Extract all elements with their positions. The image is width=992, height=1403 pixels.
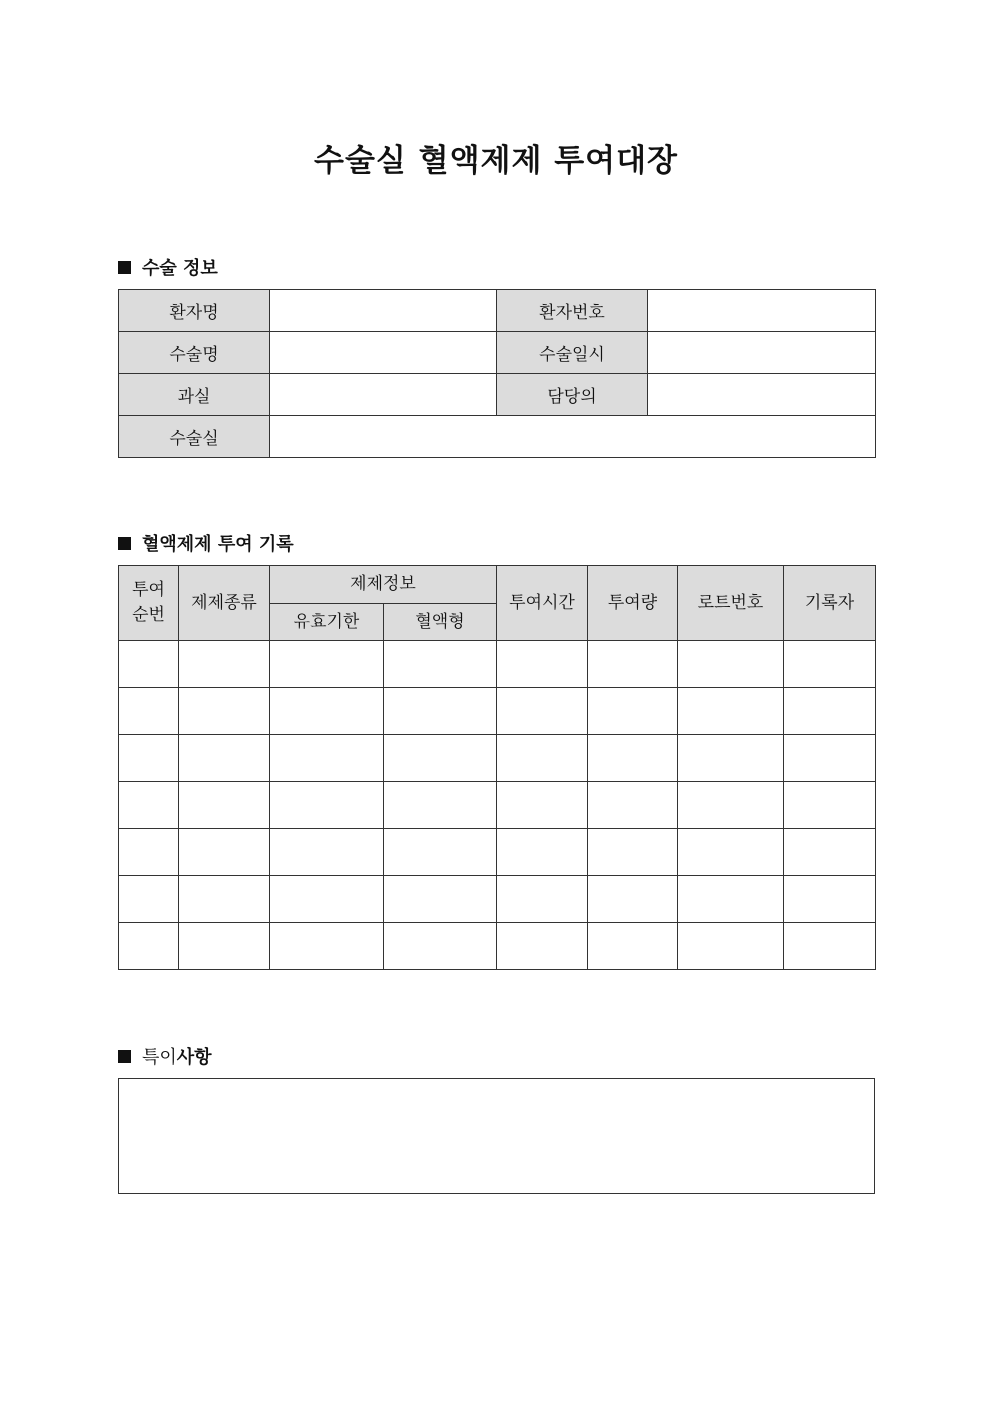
record-cell-lot-number[interactable] <box>678 782 784 829</box>
record-cell-lot-number[interactable] <box>678 923 784 970</box>
square-bullet-icon <box>118 261 131 274</box>
record-cell-recorder[interactable] <box>784 876 876 923</box>
expiry-header: 유효기한 <box>270 604 384 641</box>
notes-field[interactable] <box>118 1078 875 1194</box>
department-field[interactable] <box>270 374 497 416</box>
table-row <box>119 923 876 970</box>
table-row <box>119 782 876 829</box>
record-cell-lot-number[interactable] <box>678 735 784 782</box>
record-cell-expiry[interactable] <box>270 641 384 688</box>
record-cell-time[interactable] <box>497 829 588 876</box>
table-row <box>119 876 876 923</box>
record-cell-product-type[interactable] <box>179 688 270 735</box>
department-label: 과실 <box>119 374 270 416</box>
record-cell-recorder[interactable] <box>784 641 876 688</box>
record-cell-expiry[interactable] <box>270 735 384 782</box>
surgery-datetime-field[interactable] <box>648 332 876 374</box>
surgery-datetime-label: 수술일시 <box>497 332 648 374</box>
record-cell-amount[interactable] <box>588 735 678 782</box>
surgery-name-field[interactable] <box>270 332 497 374</box>
record-cell-order[interactable] <box>119 923 179 970</box>
record-cell-blood-type[interactable] <box>384 782 497 829</box>
record-cell-lot-number[interactable] <box>678 876 784 923</box>
record-cell-amount[interactable] <box>588 923 678 970</box>
lot-number-header: 로트번호 <box>678 566 784 641</box>
notes-heading-part2: 사항 <box>176 1047 212 1068</box>
record-cell-lot-number[interactable] <box>678 829 784 876</box>
record-cell-product-type[interactable] <box>179 923 270 970</box>
record-cell-product-type[interactable] <box>179 641 270 688</box>
patient-name-field[interactable] <box>270 290 497 332</box>
square-bullet-icon <box>118 1050 131 1063</box>
record-cell-expiry[interactable] <box>270 876 384 923</box>
record-cell-expiry[interactable] <box>270 688 384 735</box>
record-cell-amount[interactable] <box>588 641 678 688</box>
notes-heading-part1: 특이 <box>142 1047 177 1068</box>
record-header-row <box>119 566 876 604</box>
administration-record-heading-text: 혈액제제 투여 기록 <box>142 534 294 555</box>
record-cell-recorder[interactable] <box>784 735 876 782</box>
record-cell-product-type[interactable] <box>179 876 270 923</box>
table-row <box>119 829 876 876</box>
record-cell-amount[interactable] <box>588 876 678 923</box>
operating-room-label: 수술실 <box>119 416 270 458</box>
recorder-header: 기록자 <box>784 566 876 641</box>
blood-type-header: 혈액형 <box>384 604 497 641</box>
surgery-info-heading <box>118 254 218 280</box>
record-cell-blood-type[interactable] <box>384 829 497 876</box>
record-cell-order[interactable] <box>119 782 179 829</box>
info-row-patient <box>119 290 876 332</box>
time-header: 투여시간 <box>497 566 588 641</box>
order-header-line1: 투여 <box>132 580 165 601</box>
table-row <box>119 735 876 782</box>
patient-number-label: 환자번호 <box>497 290 648 332</box>
record-cell-recorder[interactable] <box>784 688 876 735</box>
record-cell-blood-type[interactable] <box>384 923 497 970</box>
surgery-name-label: 수술명 <box>119 332 270 374</box>
surgery-info-table <box>118 289 876 458</box>
record-cell-blood-type[interactable] <box>384 641 497 688</box>
attending-label: 담당의 <box>497 374 648 416</box>
record-cell-amount[interactable] <box>588 782 678 829</box>
notes-heading <box>118 1043 212 1069</box>
record-cell-order[interactable] <box>119 688 179 735</box>
product-type-header: 제제종류 <box>179 566 270 641</box>
record-cell-time[interactable] <box>497 876 588 923</box>
record-cell-time[interactable] <box>497 735 588 782</box>
record-cell-recorder[interactable] <box>784 829 876 876</box>
record-cell-time[interactable] <box>497 782 588 829</box>
amount-header: 투여량 <box>588 566 678 641</box>
record-cell-amount[interactable] <box>588 829 678 876</box>
square-bullet-icon <box>118 537 131 550</box>
attending-field[interactable] <box>648 374 876 416</box>
record-cell-order[interactable] <box>119 829 179 876</box>
record-cell-product-type[interactable] <box>179 735 270 782</box>
info-row-surgery <box>119 332 876 374</box>
record-cell-expiry[interactable] <box>270 782 384 829</box>
record-cell-blood-type[interactable] <box>384 876 497 923</box>
product-info-header: 제제정보 <box>270 566 497 604</box>
record-cell-blood-type[interactable] <box>384 688 497 735</box>
administration-record-heading <box>118 530 294 556</box>
table-row <box>119 641 876 688</box>
record-cell-recorder[interactable] <box>784 782 876 829</box>
record-cell-lot-number[interactable] <box>678 641 784 688</box>
record-cell-product-type[interactable] <box>179 829 270 876</box>
record-cell-order[interactable] <box>119 876 179 923</box>
surgery-info-heading-text: 수술 정보 <box>142 258 218 279</box>
record-cell-expiry[interactable] <box>270 923 384 970</box>
patient-name-label: 환자명 <box>119 290 270 332</box>
patient-number-field[interactable] <box>648 290 876 332</box>
page-title: 수술실 혈액제제 투여대장 <box>314 143 678 179</box>
record-cell-blood-type[interactable] <box>384 735 497 782</box>
record-cell-lot-number[interactable] <box>678 688 784 735</box>
order-header <box>119 566 179 641</box>
record-cell-order[interactable] <box>119 735 179 782</box>
info-row-room <box>119 416 876 458</box>
record-cell-order[interactable] <box>119 641 179 688</box>
record-cell-expiry[interactable] <box>270 829 384 876</box>
record-cell-time[interactable] <box>497 923 588 970</box>
administration-record-table <box>118 565 876 970</box>
operating-room-field[interactable] <box>270 416 876 458</box>
record-cell-recorder[interactable] <box>784 923 876 970</box>
order-header-line2: 순번 <box>132 605 165 625</box>
record-cell-time[interactable] <box>497 641 588 688</box>
record-cell-product-type[interactable] <box>179 782 270 829</box>
record-cell-amount[interactable] <box>588 688 678 735</box>
record-cell-time[interactable] <box>497 688 588 735</box>
table-row <box>119 688 876 735</box>
info-row-department <box>119 374 876 416</box>
